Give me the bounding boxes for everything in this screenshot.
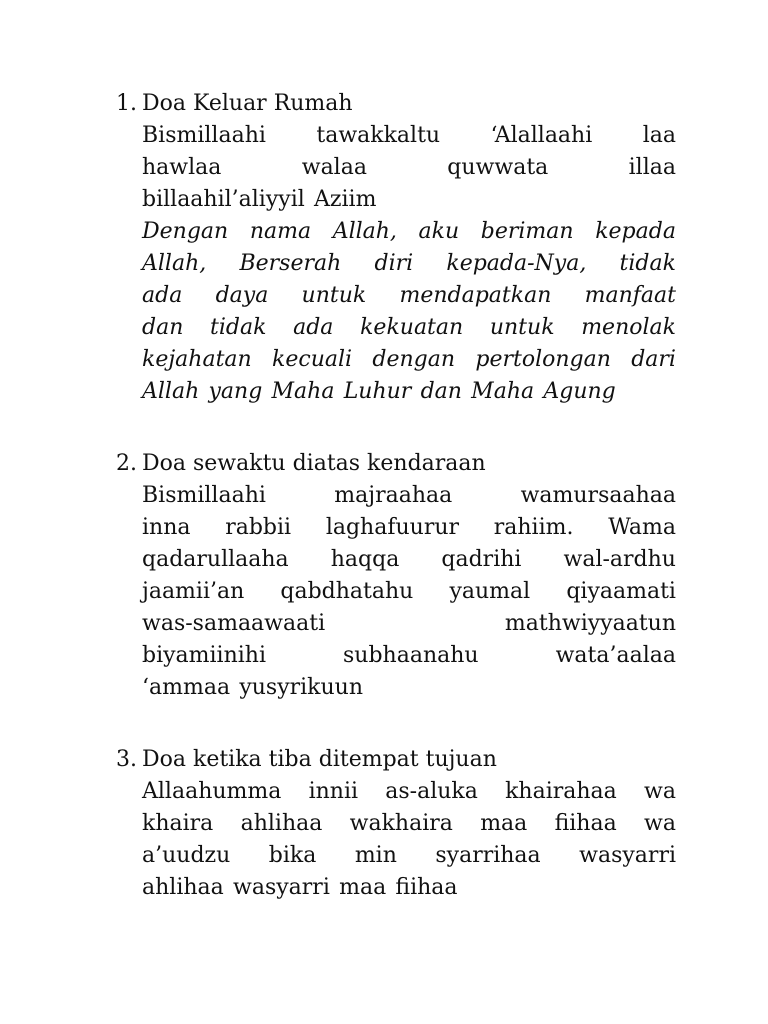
section-body [142,776,676,904]
section-heading [116,88,676,120]
arabic-transliteration [142,480,676,704]
section-heading [116,744,676,776]
text-line: ada daya untuk mendapatkan manfaat [142,283,676,308]
section-title: Doa Keluar Rumah [142,91,353,116]
text-line: qadarullaaha haqqa qadrihi wal-ardhu [142,547,676,572]
arabic-transliteration [142,120,676,216]
prayer-section-keluar-rumah [116,88,676,408]
section-heading [116,448,676,480]
text-line: Allah, Berserah diri kepada-Nya, tidak [142,251,676,276]
section-title: Doa sewaktu diatas kendaraan [142,451,486,476]
text-line: hawlaa walaa quwwata illaa [142,155,676,180]
text-line: inna rabbii laghafuurur rahiim. Wama [142,515,676,540]
section-number: 2. [116,451,137,476]
text-line: was-samaawaati mathwiyyaatun [142,611,676,636]
section-body [142,480,676,704]
prayer-section-kendaraan [116,448,676,704]
section-title: Doa ketika tiba ditempat tujuan [142,747,497,772]
text-line: kejahatan kecuali dengan pertolongan dari [142,347,676,372]
text-line: billaahil’aliyyil Aziim [142,187,377,212]
prayer-section-tiba-tujuan [116,744,676,904]
arabic-transliteration [142,776,676,904]
section-number: 1. [116,91,137,116]
text-line: Dengan nama Allah, aku beriman kepada [142,219,676,244]
section-number: 3. [116,747,137,772]
text-line: biyamiinihi subhaanahu wata’aalaa [142,643,676,668]
text-line: dan tidak ada kekuatan untuk menolak [142,315,676,340]
text-line: ahlihaa wasyarri maa fiihaa [142,875,458,900]
section-body [142,120,676,408]
text-line: jaamii’an qabdhatahu yaumal qiyaamati [142,579,676,604]
text-line: Allah yang Maha Luhur dan Maha Agung [142,379,616,404]
translation [142,216,676,408]
text-line: Bismillaahi tawakkaltu ‘Alallaahi laa [142,123,676,148]
text-line: ‘ammaa yusyrikuun [142,675,364,700]
text-line: khaira ahlihaa wakhaira maa fiihaa wa [142,811,676,836]
text-line: a’uudzu bika min syarrihaa wasyarri [142,843,676,868]
text-line: Bismillaahi majraahaa wamursaahaa [142,483,676,508]
text-line: Allaahumma innii as-aluka khairahaa wa [142,779,676,804]
